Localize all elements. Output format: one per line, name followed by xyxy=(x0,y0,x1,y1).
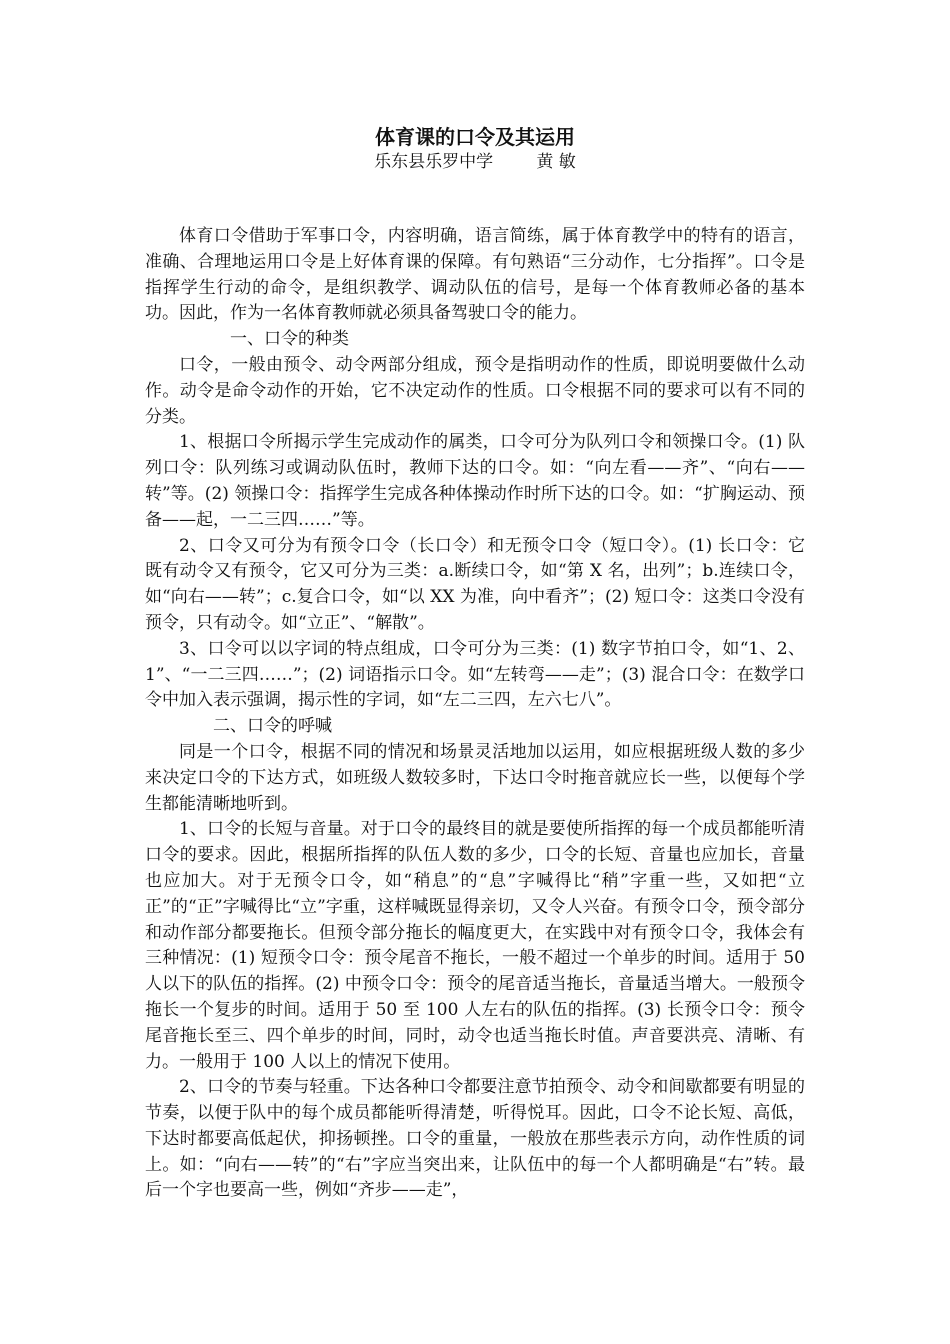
paragraph: 1、根据口令所揭示学生完成动作的属类，口令可分为队列口令和领操口令。(1) 队列口令：队列练习或调动队伍时，教师下达的口令。如：“向左看——齐”、“向右——转”等。(2) 领操口令：指挥学生完成各种体操动作时所下达的口令。如：“扩胸运动、预备——起，一二三四……”等。 xyxy=(145,432,805,530)
paragraph: 口令，一般由预令、动令两部分组成，预令是指明动作的性质，即说明要做什么动作。动令是命令动作的开始，它不决定动作的性质。口令根据不同的要求可以有不同的分类。 xyxy=(145,354,805,427)
document-body xyxy=(145,224,805,1204)
section-heading-1: 一、口令的种类 xyxy=(230,329,349,350)
paragraph: 3、口令可以以字词的特点组成，口令可分为三类：(1) 数字节拍口令，如“1、2、1”、“一二三四……”；(2) 词语指示口令。如“左转弯——走”；(3) 混合口令：在数学口令中加入表示强调，揭示性的字词，如“左二三四，左六七八”。 xyxy=(145,638,805,711)
document-subtitle: 乐东县乐罗中学 黄 敏 xyxy=(374,152,576,172)
section-heading-2: 二、口令的呼喊 xyxy=(213,716,332,737)
document-title: 体育课的口令及其运用 xyxy=(375,125,575,149)
paragraph-intro: 体育口令借助于军事口令，内容明确，语言简练，属于体育教学中的特有的语言，准确、合理地运用口令是上好体育课的保障。有句熟语“三分动作，七分指挥”。口令是指挥学生行动的命令，是组织教学、调动队伍的信号，是每一个体育教师必备的基本功。因此，作为一名体育教师就必须具备驾驶口令的能力。 xyxy=(145,226,805,324)
paragraph: 2、口令的节奏与轻重。下达各种口令都要注意节拍预令、动令和间歇都要有明显的节奏，以便于队中的每个成员都能听得清楚，听得悦耳。因此，口令不论长短、高低，下达时都要高低起伏，抑扬顿挫。口令的重量，一般放在那些表示方向，动作性质的词上。如：“向右——转”的“右”字应当突出来，让队伍中的每一个人都明确是“右”转。最后一个字也要高一些，例如“齐步——走”， xyxy=(145,1077,805,1201)
paragraph: 1、口令的长短与音量。对于口令的最终目的就是要使所指挥的每一个成员都能听清口令的要求。因此，根据所指挥的队伍人数的多少，口令的长短、音量也应加长，音量也应加大。对于无预令口令，如“稍息”的“息”字喊得比“稍”字重一些，又如把“立正”的“正”字喊得比“立”字重，这样喊既显得亲切，又令人兴奋。有预令口令，预令部分和动作部分都要拖长。但预令部分拖长的幅度更大，在实践中对有预令口令，我体会有三种情况：(1) 短预令口令：预令尾音不拖长，一般不超过一个单步的时间。适用于 50 人以下的队伍的指挥。(2) 中预令口令：预令的尾音适当拖长，音量适当增大。一般预令拖长一个复步的时间。适用于 50 至 100 人左右的队伍的指挥。(3) 长预令口令：预令尾音拖长至三、四个单步的时间，同时，动令也适当拖长时值。声音要洪亮、清晰、有力。一般用于 100 人以上的情况下使用。 xyxy=(145,819,805,1072)
paragraph: 同是一个口令，根据不同的情况和场景灵活地加以运用，如应根据班级人数的多少来决定口令的下达方式，如班级人数较多时，下达口令时拖音就应长一些，以便每个学生都能清晰地听到。 xyxy=(145,741,805,814)
paragraph: 2、口令又可分为有预令口令（长口令）和无预令口令（短口令）。(1) 长口令：它既有动令又有预令，它又可分为三类：a.断续口令，如“第 X 名，出列”；b.连续口令，如“向右——转”；c.复合口令，如“以 XX 为准，向中看齐”；(2) 短口令：这类口令没有预令，只有动令。如“立正”、“解散”。 xyxy=(145,535,805,633)
